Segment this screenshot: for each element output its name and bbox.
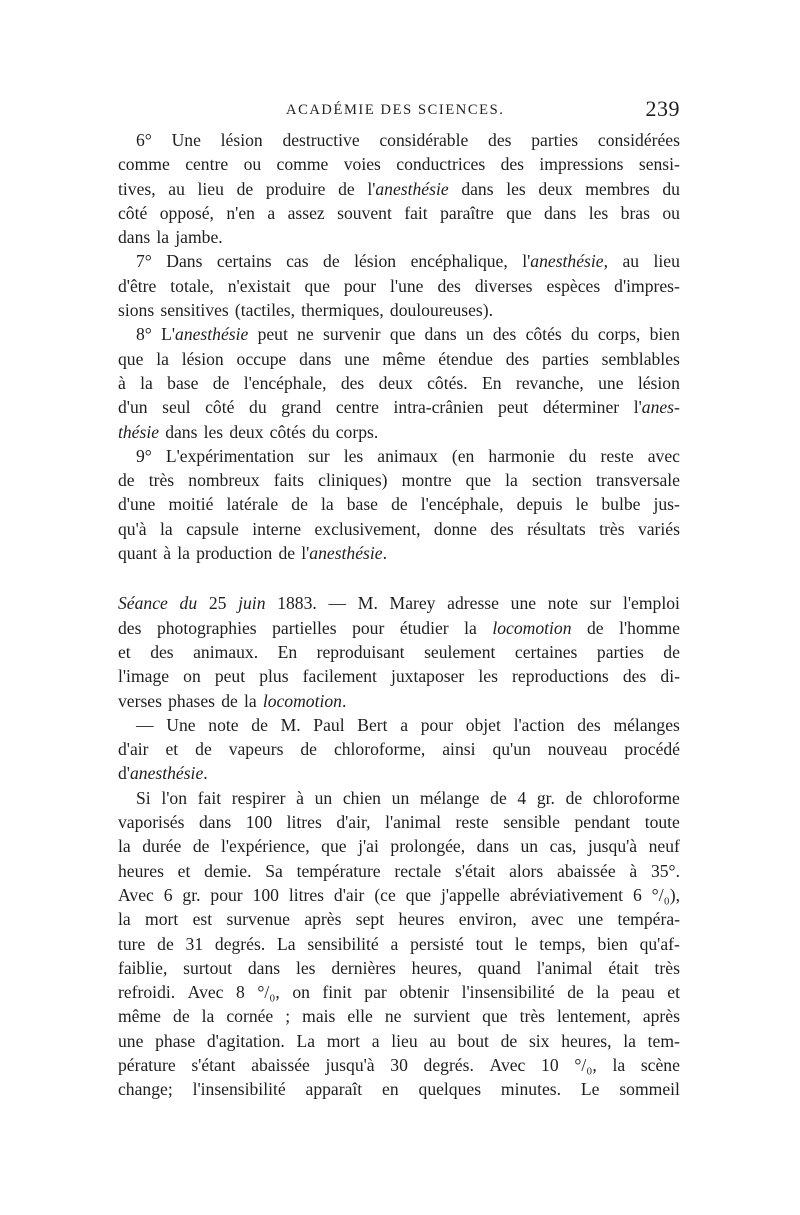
- text-line: Si l'on fait respirer à un chien un mélange de 4 gr. de chloroforme: [136, 787, 680, 808]
- text-line: des photographies partielles pour étudier la locomotion de l'homme: [118, 617, 680, 638]
- text-line: à la base de l'encéphale, des deux côtés. En revanche, une lésion: [118, 372, 680, 393]
- text-line: vaporisés dans 100 litres d'air, l'animal reste sensible pendant toute: [118, 812, 680, 833]
- body-text: [118, 128, 680, 1102]
- text-line: comme centre ou comme voies conductrices des impressions sensi-: [118, 154, 680, 175]
- text-line: tives, au lieu de produire de l'anesthésie dans les deux membres du: [118, 178, 680, 199]
- text-line: d'anesthésie.: [118, 763, 208, 784]
- text-line: d'être totale, n'existait que pour l'une des diverses espèces d'impres-: [118, 275, 680, 296]
- text-line: qu'à la capsule interne exclusivement, donne des résultats très variés: [118, 518, 680, 539]
- text-line: d'air et de vapeurs de chloroforme, ainsi qu'un nouveau procédé: [118, 739, 680, 760]
- text-line: côté opposé, n'en a assez souvent fait paraître que dans les bras ou: [118, 202, 680, 223]
- text-line: 9° L'expérimentation sur les animaux (en harmonie du reste avec: [136, 445, 680, 466]
- text-line: Séance du 25 juin 1883. — M. Marey adresse une note sur l'emploi: [118, 593, 680, 614]
- text-line: Avec 6 gr. pour 100 litres d'air (ce que j'appelle abréviativement 6 °/₀),: [118, 884, 680, 905]
- text-line: l'image on peut plus facilement juxtaposer les reproductions des di-: [118, 666, 680, 687]
- text-line: que la lésion occupe dans une même étendue des parties semblables: [118, 348, 680, 369]
- text-line: et des animaux. En reproduisant seulement certaines parties de: [118, 641, 680, 662]
- text-line: refroidi. Avec 8 °/₀, on finit par obtenir l'insensibilité de la peau et: [118, 982, 680, 1003]
- text-line: 8° L'anesthésie peut ne survenir que dans un des côtés du corps, bien: [136, 324, 680, 345]
- running-title: ACADÉMIE DES SCIENCES.: [286, 102, 505, 118]
- text-line: la mort est survenue après sept heures environ, avec une tempéra-: [118, 909, 680, 930]
- section-gap: [118, 565, 680, 591]
- text-line: thésie dans les deux côtés du corps.: [118, 421, 379, 442]
- text-line: d'une moitié latérale de la base de l'encéphale, depuis le bulbe jus-: [118, 494, 680, 515]
- text-line: verses phases de la locomotion.: [118, 690, 347, 711]
- text-line: de très nombreux faits cliniques) montre que la section transversale: [118, 470, 680, 491]
- text-line: faiblie, surtout dans les dernières heures, quand l'animal était très: [118, 957, 680, 978]
- page-header: [118, 96, 680, 126]
- page-number: 239: [645, 96, 680, 121]
- text-line: change; l'insensibilité apparaît en quelques minutes. Le sommeil: [118, 1079, 680, 1100]
- text-line: une phase d'agitation. La mort a lieu au bout de six heures, la tem-: [118, 1030, 680, 1051]
- text-line: la durée de l'expérience, que j'ai prolongée, dans un cas, jusqu'à neuf: [118, 836, 680, 857]
- paragraph: [118, 249, 680, 322]
- text-line: heures et demie. Sa température rectale s'était alors abaissée à 35°.: [118, 860, 680, 881]
- text-line: 6° Une lésion destructive considérable des parties considérées: [136, 130, 680, 150]
- text-line: 7° Dans certains cas de lésion encéphalique, l'anesthésie, au lieu: [136, 251, 680, 272]
- text-line: pérature s'étant abaissée jusqu'à 30 degrés. Avec 10 °/₀, la scène: [118, 1054, 680, 1075]
- text-line: ture de 31 degrés. La sensibilité a persisté tout le temps, bien qu'af-: [118, 933, 680, 954]
- paragraph: [118, 444, 680, 565]
- paragraph: [118, 591, 680, 712]
- paragraph: [118, 713, 680, 786]
- text-line: même de la cornée ; mais elle ne survient que très lentement, après: [118, 1006, 680, 1027]
- paragraph: [118, 128, 680, 249]
- text-line: quant à la production de l'anesthésie.: [118, 543, 387, 564]
- text-line: dans la jambe.: [118, 227, 223, 248]
- text-line: sions sensitives (tactiles, thermiques, douloureuses).: [118, 300, 494, 321]
- text-line: d'un seul côté du grand centre intra-crânien peut déterminer l'anes-: [118, 397, 680, 418]
- paragraph: [118, 322, 680, 443]
- text-line: — Une note de M. Paul Bert a pour objet l'action des mélanges: [136, 714, 680, 735]
- paragraph: [118, 786, 680, 1102]
